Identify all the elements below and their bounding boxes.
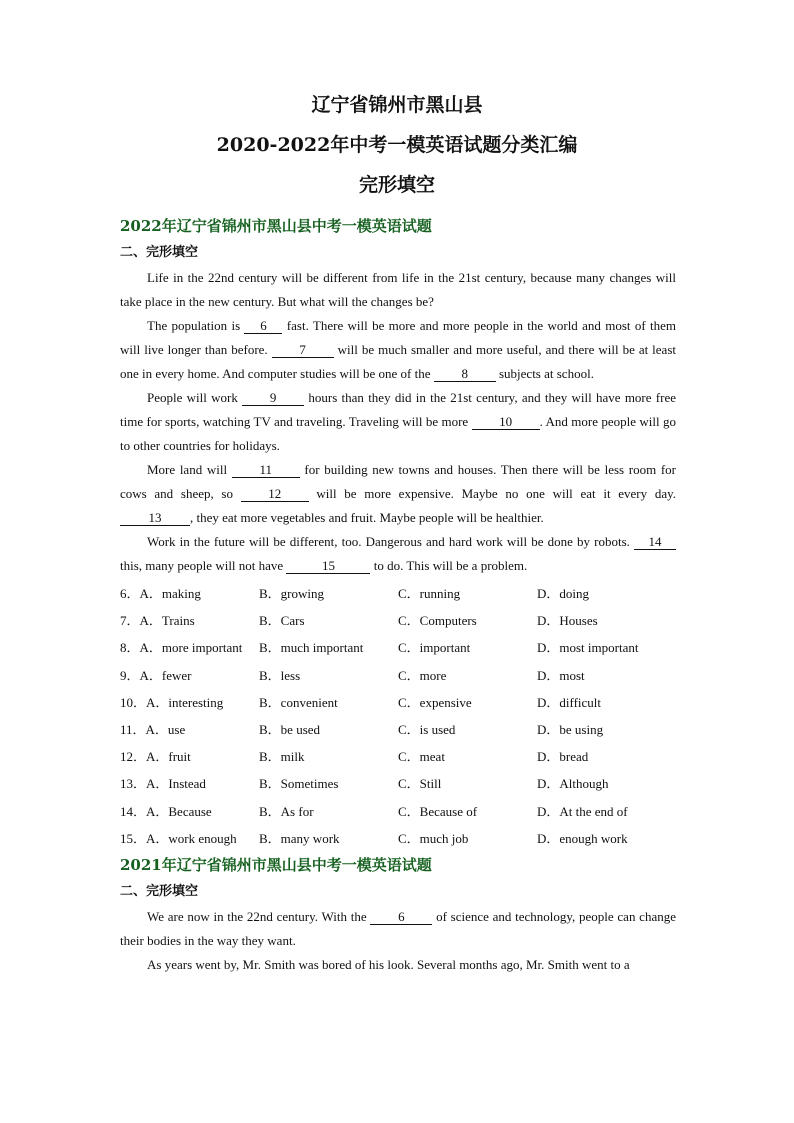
- option-c: C．much job: [398, 830, 469, 846]
- passage-paragraph-4: [120, 458, 676, 530]
- blank-11: 11: [232, 463, 300, 478]
- passage-2021-paragraph-1: [120, 905, 676, 953]
- passage-text: for building new towns and houses. Then there will be less room for cows and sheep, so: [120, 462, 677, 501]
- option-b: B．much important: [259, 640, 364, 656]
- option-d: D．At the end of: [537, 803, 628, 819]
- option-a: 13．A．Instead: [120, 776, 206, 792]
- passage-text: We are now in the 22nd century. With the: [147, 908, 371, 924]
- passage-text: of science and technology, people can change their bodies in the way they want.: [120, 908, 676, 948]
- passage-text: hours than they did in the 21st century, and they will have more free time for sports, watching TV and traveling. Traveling will be more: [120, 390, 676, 429]
- passage-text: , they eat more vegetables and fruit. Maybe people will be healthier.: [190, 510, 544, 525]
- blank-9: 9: [242, 391, 304, 406]
- document-content: [120, 213, 676, 977]
- option-a: 7．A．Trains: [120, 613, 195, 629]
- option-c: C．more: [398, 667, 447, 683]
- blank-12: 12: [241, 487, 309, 502]
- option-d: D．be using: [537, 721, 604, 737]
- option-b: B．milk: [259, 749, 305, 765]
- passage-text: Work in the future will be different, too. Dangerous and hard work will be done by robots.: [147, 534, 634, 549]
- passage-paragraph-1: [120, 266, 676, 314]
- option-a: 6．A．making: [120, 586, 201, 601]
- option-a: 9．A．fewer: [120, 667, 192, 683]
- passage-text: As years went by, Mr. Smith was bored of his look. Several months ago, Mr. Smith went to a: [147, 956, 630, 972]
- option-b: B．less: [259, 667, 301, 683]
- option-b: B．be used: [259, 721, 321, 737]
- option-d: D．difficult: [537, 694, 602, 710]
- answer-options: [120, 580, 676, 852]
- option-b: B．As for: [259, 803, 314, 819]
- option-row-15: [120, 825, 676, 852]
- option-a: 10．A．interesting: [120, 694, 224, 710]
- passage-paragraph-5: [120, 530, 676, 578]
- option-c: C．Because of: [398, 803, 478, 819]
- passage-text: People will work: [147, 390, 243, 405]
- option-c: C．important: [398, 640, 471, 656]
- passage-text: The population is: [147, 318, 245, 333]
- option-a: 11．A．use: [120, 721, 186, 737]
- option-row-13: [120, 770, 676, 797]
- blank-15: 15: [286, 559, 370, 574]
- option-d: D．most: [537, 667, 585, 683]
- option-row-6: [120, 580, 676, 607]
- passage-text: Life in the 22nd century will be different from life in the 21st century, because many changes will take place in the new century. But what will the changes be?: [120, 270, 676, 309]
- option-row-12: [120, 743, 676, 770]
- option-a: 14．A．Because: [120, 803, 212, 819]
- passage-text: this, many people will not have: [120, 558, 287, 573]
- blank-13: 13: [120, 511, 190, 526]
- option-c: C．Computers: [398, 613, 477, 629]
- option-c: C．is used: [398, 721, 456, 737]
- option-a: 8．A．more important: [120, 640, 243, 656]
- option-c: C．expensive: [398, 694, 472, 710]
- option-c: C．running: [398, 586, 461, 601]
- title-topic: 完形填空: [358, 174, 435, 196]
- passage-text: will be more expensive. Maybe no one will eat it every day.: [308, 486, 676, 501]
- option-d: D．most important: [537, 640, 639, 656]
- option-d: D．Although: [537, 776, 609, 792]
- option-row-7: [120, 607, 676, 634]
- passage-text: to do. This will be a problem.: [370, 558, 528, 573]
- passage-text: More land will: [147, 462, 232, 477]
- option-d: D．doing: [537, 586, 590, 601]
- option-row-8: [120, 634, 676, 661]
- option-d: D．bread: [537, 749, 589, 765]
- passage-paragraph-2: [120, 314, 676, 386]
- document-titles: [0, 93, 794, 213]
- passage-text: . And more people will go to other countries for holidays.: [120, 414, 676, 453]
- option-row-14: [120, 798, 676, 825]
- passage-text: fast. There will be more and more people in the world and most of them will live longer than before.: [120, 318, 676, 357]
- option-c: C．meat: [398, 749, 445, 765]
- option-d: D．Houses: [537, 613, 598, 629]
- passage-text: will be much smaller and more useful, and there will be at least one in every home. And computer studies will be one of the: [120, 342, 677, 381]
- section-heading-2021: 2021年辽宁省锦州市黑山县中考一模英语试题: [120, 855, 432, 874]
- option-row-9: [120, 662, 676, 689]
- blank-10: 10: [472, 415, 540, 430]
- passage-2021-paragraph-2: [120, 953, 676, 977]
- blank-6: 6: [370, 910, 432, 925]
- option-b: B．Sometimes: [259, 776, 339, 792]
- option-d: D．enough work: [537, 830, 628, 846]
- title-region: 辽宁省锦州市黑山县: [311, 94, 483, 116]
- option-b: B．growing: [259, 586, 325, 601]
- passage-paragraph-3: [120, 386, 676, 458]
- option-c: C．Still: [398, 776, 442, 792]
- option-b: B．many work: [259, 830, 340, 846]
- subsection-heading-2022: 二、完形填空: [120, 245, 199, 260]
- option-b: B．Cars: [259, 613, 305, 629]
- subsection-heading-2021: 二、完形填空: [120, 883, 199, 899]
- passage-text: subjects at school.: [495, 366, 594, 381]
- option-a: 15．A．work enough: [120, 830, 237, 846]
- option-b: B．convenient: [259, 694, 338, 710]
- blank-14: 14: [634, 535, 676, 550]
- title-main: 2020-2022年中考一模英语试题分类汇编: [216, 134, 578, 156]
- option-row-10: [120, 689, 676, 716]
- blank-8: 8: [434, 367, 496, 382]
- blank-7: 7: [272, 343, 334, 358]
- option-row-11: [120, 716, 676, 743]
- section-heading-2022: 2022年辽宁省锦州市黑山县中考一模英语试题: [120, 217, 432, 235]
- blank-6: 6: [244, 319, 282, 334]
- option-a: 12．A．fruit: [120, 749, 191, 765]
